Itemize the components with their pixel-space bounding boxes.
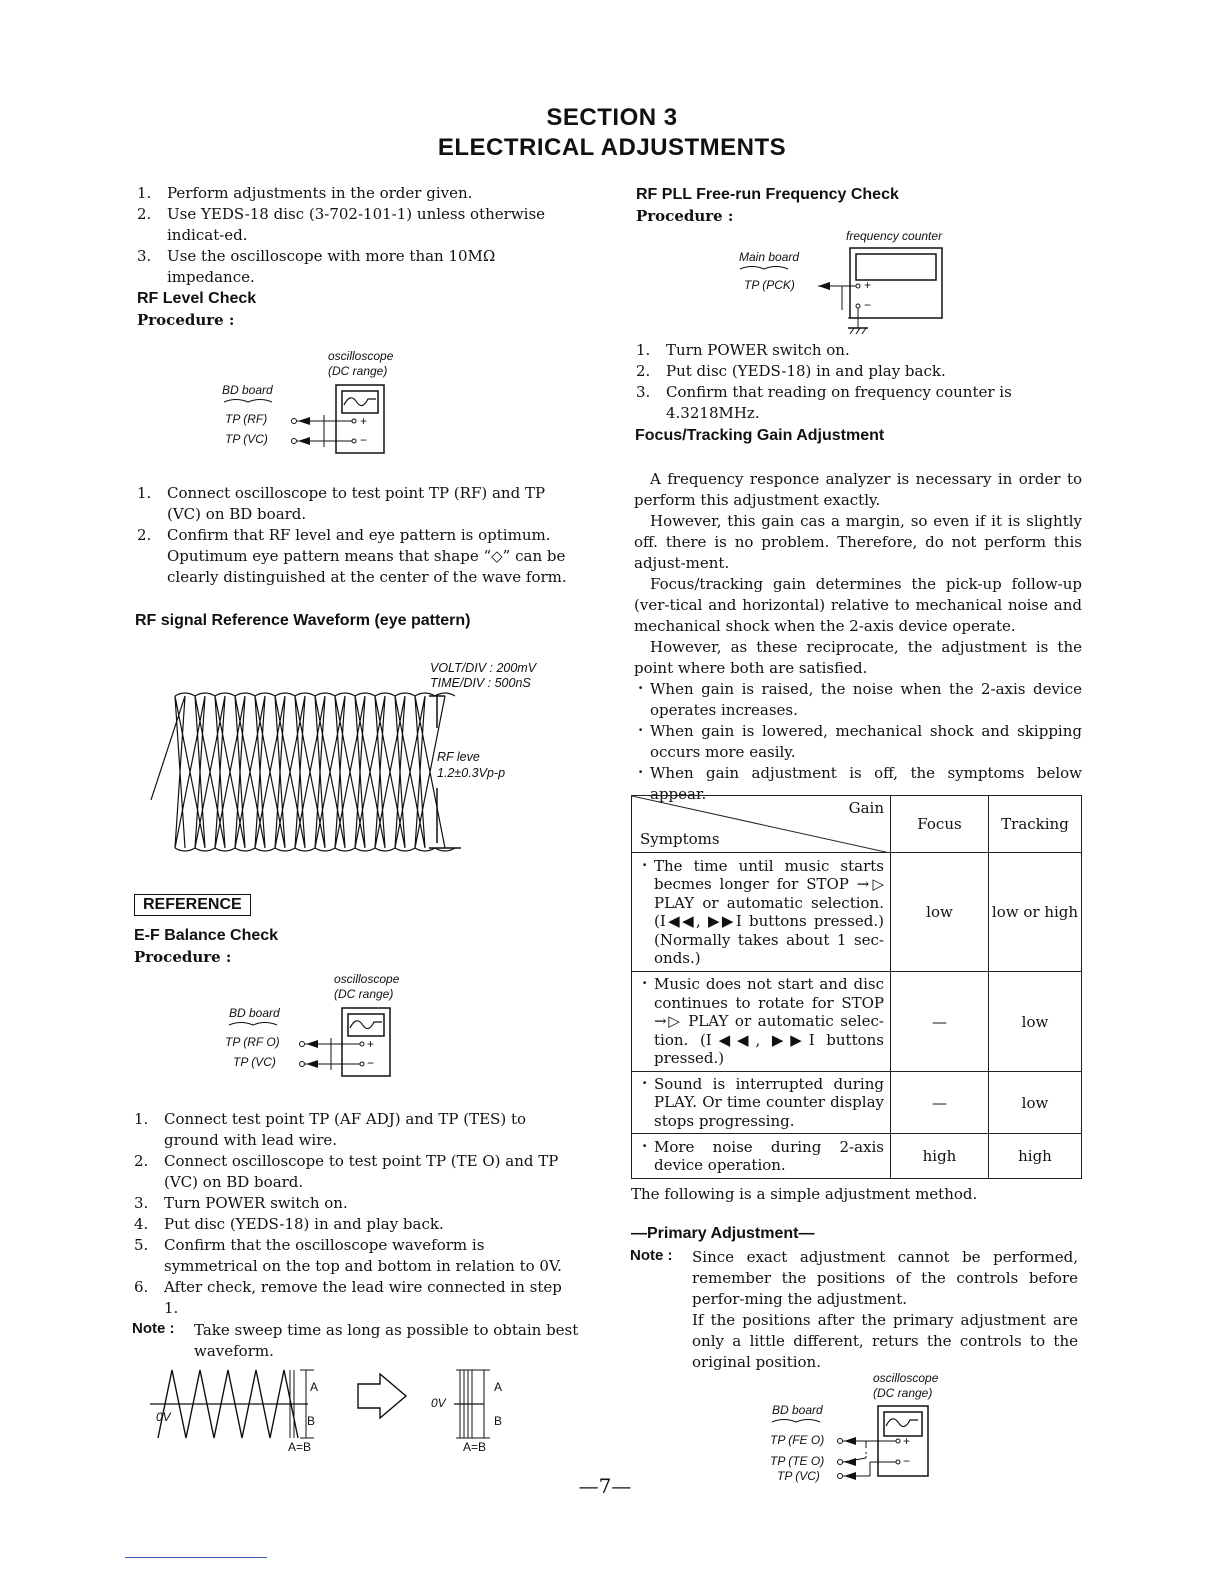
plus-sign: + (903, 1434, 911, 1448)
list-item: 1. Connect oscilloscope to test point TP (RF) and TP (VC) on BD board. (137, 484, 546, 523)
focus-text (634, 469, 1082, 805)
wave-a-label: A (310, 1380, 319, 1394)
list-item: 1. Connect test point TP (AF ADJ) and TP (TES) to ground with lead wire. (134, 1110, 527, 1149)
ef-balance-diagram (205, 966, 445, 1086)
range-label: (DC range) (873, 1386, 933, 1400)
list-item: 1. Perform adjustments in the order given. (137, 184, 473, 202)
list-item: 2. Confirm that RF level and eye pattern is optimum. Oputimum eye pattern means that shape “◇” can be clearly distinguished at the center of the wave form. (137, 526, 567, 586)
list-item: 2. Use YEDS-18 disc (3-702-101-1) unless otherwise indicat-ed. (137, 205, 546, 244)
frequency-counter-icon (730, 226, 970, 341)
rf-pll-diagram (730, 226, 970, 341)
oscilloscope-icon (760, 1368, 960, 1488)
board-label: Main board (739, 250, 800, 264)
focus-cell: low (891, 853, 989, 972)
table-row (632, 1134, 1082, 1179)
ef-balance-procedure: Procedure : (134, 948, 232, 966)
plus-sign: + (864, 278, 872, 292)
minus-sign: − (367, 1056, 375, 1070)
rf-level-diagram (200, 345, 440, 465)
tracking-cell: low (989, 1072, 1082, 1134)
time-div-label: TIME/DIV : 500nS (430, 676, 531, 690)
bullet-item: · When gain is raised, the noise when the 2-axis device operates increases. (634, 679, 1082, 721)
focus-cell: high (891, 1134, 989, 1179)
reference-box: REFERENCE (134, 894, 251, 916)
range-label: (DC range) (328, 364, 388, 378)
rf-level-procedure: Procedure : (137, 311, 235, 329)
list-item: 5. Confirm that the oscilloscope waveform is symmetrical on the top and bottom in relation to 0V. (134, 1236, 562, 1275)
symptoms-header: Symptoms (640, 830, 720, 848)
tracking-cell: high (989, 1134, 1082, 1179)
bullet-item: · When gain is lowered, mechanical shock and skipping occurs more easily. (634, 721, 1082, 763)
paragraph: However, this gain cas a margin, so even if it is slightly off. there is no problem. Therefore, do not perform this adjust-ment. (634, 512, 1082, 572)
rf-pll-heading: RF PLL Free-run Frequency Check (636, 186, 899, 203)
tp-label: TP (RF O) (225, 1035, 280, 1049)
gain-header: Gain (848, 799, 884, 817)
list-item: 4. Put disc (YEDS-18) in and play back. (134, 1215, 444, 1233)
rf-level-value: 1.2±0.3Vp-p (437, 766, 506, 780)
list-item: 1. Turn POWER switch on. (636, 341, 850, 359)
rf-pll-procedure: Procedure : (636, 207, 734, 225)
table-footnote: The following is a simple adjustment method. (631, 1185, 978, 1203)
tp-label: TP (PCK) (744, 278, 795, 292)
symmetric-waveform (150, 1364, 510, 1460)
symptom-cell: · Music does not start and disc continues to rotate for STOP →▷ PLAY or automatic selec-tion. (I◀◀, ▶▶I buttons pressed.) (638, 975, 884, 1068)
focus-header: Focus (891, 796, 989, 853)
tp-label: TP (VC) (225, 432, 268, 446)
tracking-cell: low (989, 972, 1082, 1072)
rf-level-heading: RF Level Check (137, 290, 257, 307)
instrument-label: frequency counter (846, 229, 943, 243)
plus-sign: + (367, 1037, 375, 1051)
symptom-cell: · Sound is interrupted during PLAY. Or time counter display stops progressing. (638, 1075, 884, 1131)
table-row (632, 972, 1082, 1072)
eye-trace (151, 696, 445, 848)
primary-note-text (692, 1247, 1078, 1373)
symptom-cell: · The time until music starts becmes longer for STOP →▷ PLAY or automatic selection. (I◀◀, ▶▶I buttons pressed.) (Normally takes about 1 sec-onds.) (638, 857, 884, 968)
section-number: SECTION 3 (546, 104, 678, 131)
tracking-header: Tracking (989, 796, 1082, 853)
rf-level-steps (137, 483, 582, 588)
wave-zero-label: 0V (156, 1410, 171, 1424)
volt-div-label: VOLT/DIV : 200mV (430, 661, 537, 675)
list-item: 3. Turn POWER switch on. (134, 1194, 348, 1212)
ef-balance-steps (134, 1109, 580, 1319)
primary-heading: —Primary Adjustment— (631, 1225, 815, 1242)
oscilloscope-icon (200, 345, 440, 465)
range-label: (DC range) (334, 987, 394, 1001)
primary-diagram (760, 1368, 960, 1488)
table-corner-cell (632, 796, 891, 853)
board-label: BD board (229, 1006, 280, 1020)
table-row (632, 1072, 1082, 1134)
list-item: 6. After check, remove the lead wire connected in step 1. (134, 1278, 562, 1317)
tracking-cell: low or high (989, 853, 1082, 972)
footer-rule (125, 1557, 267, 1558)
focus-cell: — (891, 972, 989, 1072)
oscilloscope-icon (205, 966, 445, 1086)
rf-pll-steps (636, 340, 1086, 424)
tp-label: TP (VC) (233, 1055, 276, 1069)
wave-b-label: B (494, 1414, 503, 1428)
rf-signal-heading: RF signal Reference Waveform (eye pattern) (135, 612, 471, 629)
section-title: ELECTRICAL ADJUSTMENTS (437, 134, 787, 161)
tp-label: TP (FE O) (770, 1433, 825, 1447)
paragraph: However, as these reciprocate, the adjustment is the point where both are satisfied. (634, 638, 1082, 677)
board-label: BD board (772, 1403, 823, 1417)
bullet-item: · When gain adjustment is off, the symptoms below appear. (634, 763, 1082, 805)
instrument-label: oscilloscope (328, 349, 394, 363)
note-label: Note : (132, 1320, 175, 1337)
minus-sign: − (903, 1454, 911, 1468)
eye-pattern-waveform (145, 688, 475, 858)
list-item: 3. Use the oscilloscope with more than 10MΩ impedance. (137, 247, 496, 286)
intro-list (137, 183, 582, 288)
paragraph: Focus/tracking gain determines the pick-up follow-up (ver-tical and horizontal) relative to mechanical noise and mechanical shock when the 2-axis device operate. (634, 575, 1082, 635)
paragraph: A frequency responce analyzer is necessary in order to perform this adjustment exactly. (634, 470, 1082, 509)
minus-sign: − (360, 433, 368, 447)
page-number: —7— (578, 1474, 632, 1498)
symptoms-table (631, 795, 1082, 1179)
focus-heading: Focus/Tracking Gain Adjustment (635, 427, 885, 444)
instrument-label: oscilloscope (334, 972, 400, 986)
rf-level-label: RF leve (437, 750, 480, 764)
tp-label: TP (RF) (225, 412, 268, 426)
wave-eq-label: A=B (288, 1440, 312, 1454)
focus-cell: — (891, 1072, 989, 1134)
note-paragraph: If the positions after the primary adjustment are only a little different, returs the controls to the original position. (692, 1311, 1078, 1371)
table-row (632, 853, 1082, 972)
minus-sign: − (864, 298, 872, 312)
eye-envelope (175, 693, 455, 851)
plus-sign: + (360, 414, 368, 428)
note-text: Take sweep time as long as possible to obtain best waveform. (194, 1321, 579, 1360)
list-item: 2. Put disc (YEDS-18) in and play back. (636, 362, 946, 380)
tp-label: TP (VC) (777, 1469, 820, 1483)
note-paragraph: Since exact adjustment cannot be performed, remember the positions of the controls before perfor-ming the adjustment. (692, 1248, 1078, 1308)
list-item: 2. Connect oscilloscope to test point TP (TE O) and TP (VC) on BD board. (134, 1152, 559, 1191)
symptom-cell: · More noise during 2-axis device operation. (638, 1138, 884, 1175)
board-label: BD board (222, 383, 273, 397)
ef-balance-heading: E-F Balance Check (134, 927, 279, 944)
wave-b-label: B (307, 1414, 316, 1428)
tp-label: TP (TE O) (770, 1454, 825, 1468)
wave-a-label: A (494, 1380, 503, 1394)
wave-eq-label: A=B (463, 1440, 487, 1454)
instrument-label: oscilloscope (873, 1371, 939, 1385)
wave-zero-label: 0V (431, 1396, 446, 1410)
primary-note-label: Note : (630, 1247, 673, 1264)
list-item: 3. Confirm that reading on frequency counter is 4.3218MHz. (636, 383, 1012, 422)
